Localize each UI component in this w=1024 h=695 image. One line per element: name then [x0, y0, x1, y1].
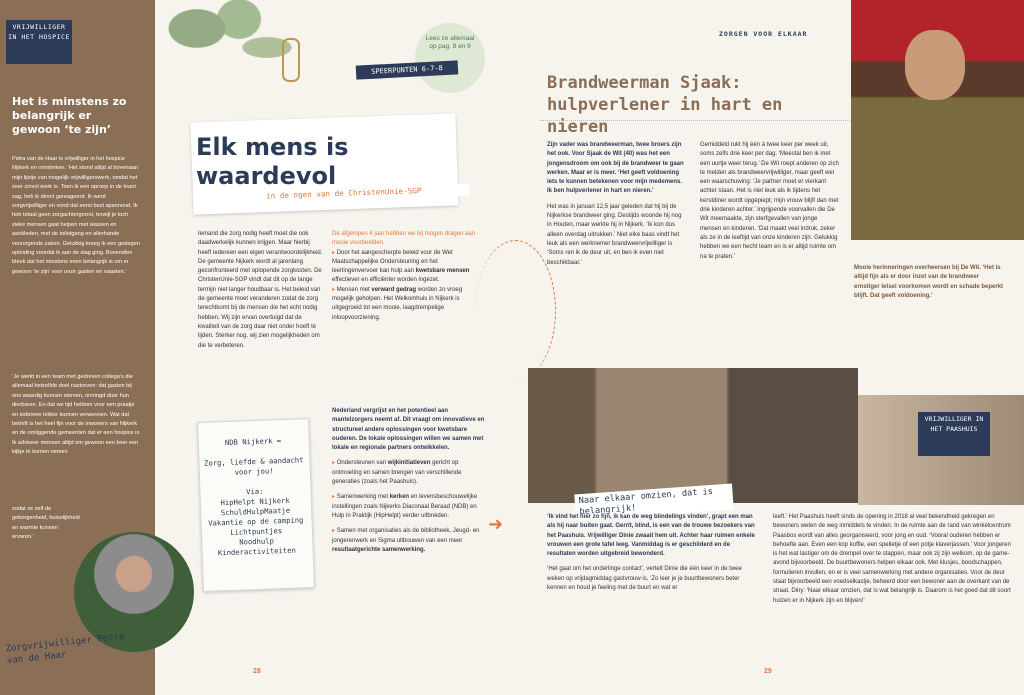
page-number-right: 29 — [764, 668, 772, 675]
photo-caption: Mooie herinneringen overheersen bij De Wit. ‘Het is altijd fijn als er door inzet van de brandweer ernstiger letsel voorkomen wordt en schade beperkt blijft. Dat geeft voldoening.’ — [854, 265, 1004, 299]
column-lead: De afgelopen 4 jaar hebben we bij mogen dragen aan mooie voorbeelden. — [332, 231, 476, 247]
bullet-item: ▸ Ondersteunen van wijkinitiatieven gericht op ontmoeting en samen brengen van verschillende generaties (zoals het Paashuis). — [332, 460, 462, 486]
right-column-1 — [547, 141, 685, 274]
column-intro: Nederland vergrijst en het potentieel aan mantelzorgers neemt af. Dit vraagt om innovatieve en structureel andere oplossingen voor kwetsbare ouderen. De lokale oplossingen willen we samen met lokale en regionale partners ontwikkelen. — [332, 408, 485, 452]
arrow-bullet-icon: ▸ — [332, 460, 337, 467]
right-column-2: Gemiddeld rukt hij één à twee keer per week uit, soms zelfs drie keer per dag. ‘Meestal ben ik met een uurtje weer terug.’ De Wit roept anderen op zich te melden als brandweervrijwilliger, maar geeft wel een waarschuwing: ‘Je partner moet er vierkant achter staan. Het is niet leuk als ik tijdens het kerstdiner wordt opgepiept; mijn vrouw blijft dan met drie kinderen achter.’ Ingrijpende voorvallen die De Wit meemaakte, zijn sterfgevallen van jonge mensen en kinderen. ‘Dat maakt veel indruk, zeker als ze in de leeftijd van onze kinderen zijn. Gelukkig hebben we een hecht team en is er altijd ruimte om na te praten.’ — [700, 142, 839, 260]
arrow-decoration-icon: ➜ — [488, 514, 504, 534]
page-subtitle: in de ogen van de ChristenUnie-SGP — [263, 183, 469, 202]
paashuis-photo — [528, 368, 858, 503]
left-column-2 — [332, 230, 482, 323]
section-label: ZORGEN VOOR ELKAAR — [719, 30, 808, 38]
arrow-bullet-icon: ▸ — [332, 494, 337, 501]
bullet-item: ▸ Samen met organisaties als de bibliotheek, Jeugd- en jongerenwerk en Sigma uitbouwen van een meer resultaatgerichte samenwerking. — [332, 528, 480, 553]
speerpunten-tag: SPEERPUNTEN 6-7-8 — [356, 60, 459, 79]
page-number-left: 28 — [253, 668, 261, 675]
bullet-item: ▸ Samenwerking met kerken en levensbeschouwelijke instellingen zoals Nijkerks Diaconaal Beraad (NDB) en Hulp in Praktijk (HipHelpt) verder uitbreiden. — [332, 494, 478, 519]
dashed-curve-decoration — [475, 240, 556, 381]
article-intro: Zijn vader was brandweerman, twee broers zijn het ook. Voor Sjaak de Wit (40) was het een jongensdroom om ook bij de brandweer te gaan werken. Maar er is meer. ‘Het geeft voldoening iets te kunnen betekenen voor mijn medemens. Ik ben hulpverlener in hart en nieren.’ — [547, 142, 684, 195]
sidebar-headline: Het is minstens zo belangrijk er gewoon ‘te zijn’ — [12, 95, 127, 136]
paashuis-tag: VRIJWILLIGER IN HET PAASHUIS — [918, 412, 990, 456]
reference-bubble — [415, 23, 485, 93]
paashuis-column-1 — [547, 513, 757, 599]
arrow-bullet-icon: ▸ — [332, 286, 337, 293]
sidebar-body-3: zodat ze zelf de geborgenheid, huiselijkheid en warmte kunnen ervaren.’ — [12, 506, 80, 541]
sidebar-body-1: Petra van de Haar is vrijwilliger in het hospice Nijkerk en omstreken. ‘Het stond altijd al bovenaan mijn lijstje van mogelijk vrijwilligerswerk, omdat het zeer zinvol werk is. Toen ik een oproep in de krant zag, heb ik direct gereageerd. Ik werd zorgvrijwilliger en vond dat eerst best spannend. Ik heb totaal geen zorgachtergrond, terwijl je toch zieke mensen gaat helpen met wassen en aankleden, met de toiletgang en allerhande verzorgende zaken. Gelukkig kreeg ik een gedegen opleiding voordat ik aan de slag ging. Bovendien bleek dat het minstens even belangrijk is om er gewoon ‘te zijn’ voor onze gasten en naasten.’ — [12, 156, 140, 275]
ndb-note-text: NDB Nijkerk = Zorg, liefde & aandacht voor jou! Via: HipHelpt Nijkerk SchuldHulpMaatje Vakantie op de camping Lichtpuntjes Noodhulp Kinderactiviteiten — [203, 436, 304, 558]
paper-clip-icon — [282, 38, 300, 82]
hospice-tag: VRIJWILLIGER IN HET HOSPICE — [6, 20, 72, 64]
paashuis-column-2: leeft.’ Het Paashuis heeft sinds de opening in 2018 al veel bekendheid gekregen en bewoners weten de weg inmiddels te vinden. In de ruimte aan de rand van winkelcentrum Paasbos wordt van alles georganiseerd, voor jong en oud. ‘Vooral ouderen hebben er behoefte aan. Even een kop koffie, een spelletje of een potje klaverjassen.’ Voor jongeren is het wat lastiger om de drempel over te stappen, maar ook zij zijn welkom, op de game-avond bijvoorbeeld. De buurtbewoners helpen elkaar ook. Met klusjes, boodschappen, formulieren invullen, en er is veel samenwerking met andere organisaties. Voor de deur staat bijvoorbeeld een voedselkastje, beheerd door een bewoner aan de overkant van de straat. Diny: ‘Naar elkaar omzien, dat is wat belangrijk is. Daarom is het goed dat dit soort huizen er in Nijkerk zijn en blijven!’ — [773, 514, 1011, 604]
paragraph: Het was in januari 12,5 jaar geleden dat hij bij de Nijkerkse brandweer ging. Destijds woonde hij nog in Houten, maar werkte hij in Nijkerk. ‘Ik kon dus alleen overdag uitrukken.’ Niet elke baas vindt het leuk als een werknemer brandweervrijwilliger is ‘Soms ren ik de deur uit, en ben ik even niet beschikbaar.’ — [547, 203, 682, 266]
firefighter-face — [905, 30, 965, 100]
quote-overlay: Naar elkaar omzien, dat is belangrijk! — [574, 484, 733, 521]
signature-caption: Zorgvrijwilliger Petra van de Haar — [5, 631, 125, 667]
bullet-item: ▸ Door het aangescherpte beleid voor de Wet Maatschappelijke Ondersteuning en het leerlingenvervoer kan hulp aan kwetsbare mensen effectiever en efficiënter worden ingezet. — [332, 249, 470, 284]
article-title: Brandweerman Sjaak: hulpverlener in hart en nieren — [547, 73, 783, 137]
page-title: Elk mens is waardevol — [196, 133, 349, 190]
eucalyptus-leaves — [155, 0, 295, 95]
left-column-3 — [332, 407, 487, 561]
bullet-item: ▸ Mensen met verward gedrag worden zo vroeg mogelijk geholpen. Het Welkomhuis in Nijkerk is uitgegroeid tot een mooie, laagdrempelige inloopvoorziening. — [332, 286, 463, 321]
left-column-1: Iemand die zorg nodig heeft moet die ook daadwerkelijk kunnen krijgen. Maar hierbij heeft iedereen een eigen verantwoordelijkheid. De gemeente Nijkerk wordt al jarenlang geconfronteerd met oplopende zorgkosten. De ChristenUnie-SGP vindt dat dit op de lange termijn niet langer houdbaar is. Het beleid van de gemeente moet veranderen zodat de zorg terechtkomt bij de mensen die het echt nodig hebben. Wij zijn ervan overtuigd dat de kwaliteit van de zorg daar niet onder hoeft te lijden. Sterker nog, wij zien mogelijkheden om die te verbeteren. — [198, 231, 323, 349]
divider — [540, 120, 850, 121]
arrow-bullet-icon: ▸ — [332, 249, 337, 256]
sidebar-body-2: ‘Je werkt in een team met gedreven collega’s die allemaal hetzelfde doel nastreven: dat gasten bij ons waardig kunnen sterven, omringd door hun dierbaren. En dat we tijd hebben voor een praatje en iedereen lekker kunnen verwennen. Wat dat betreft is het heel fijn voor de inwoners van Nijkerk en de omliggende gemeenten dat er een hospice is. Ik adviseer mensen altijd om gewoon een keer een kijkje te komen nemen — [12, 374, 141, 456]
arrow-bullet-icon: ▸ — [332, 528, 337, 535]
reference-bubble-text: Lees ze allemaal op pag. 8 en 9 — [425, 35, 475, 50]
paragraph: ‘Het gaat om het onderlinge contact’, vertelt Dinie die één keer in de twee weken op vrijdagmiddag gastvrouw is. ‘Zo leer je je buurtbewoners beter kennen en houd je feeling met de buurt en wat er — [547, 566, 742, 592]
paashuis-intro: ‘Ik vind het hier zo fijn, ik kan de weg blindelings vinden’, grapt een man als hij naar buiten gaat. Gerrit, blind, is een van de trouwe bezoekers van het Paashuis. Vrijwilliger Dinie zwaait hem uit. Achter haar ruimen enkele vrouwen een grote tafel leeg. Vanmiddag is er geschilderd en de resultaten worden uitgebreid bewonderd. — [547, 514, 755, 558]
